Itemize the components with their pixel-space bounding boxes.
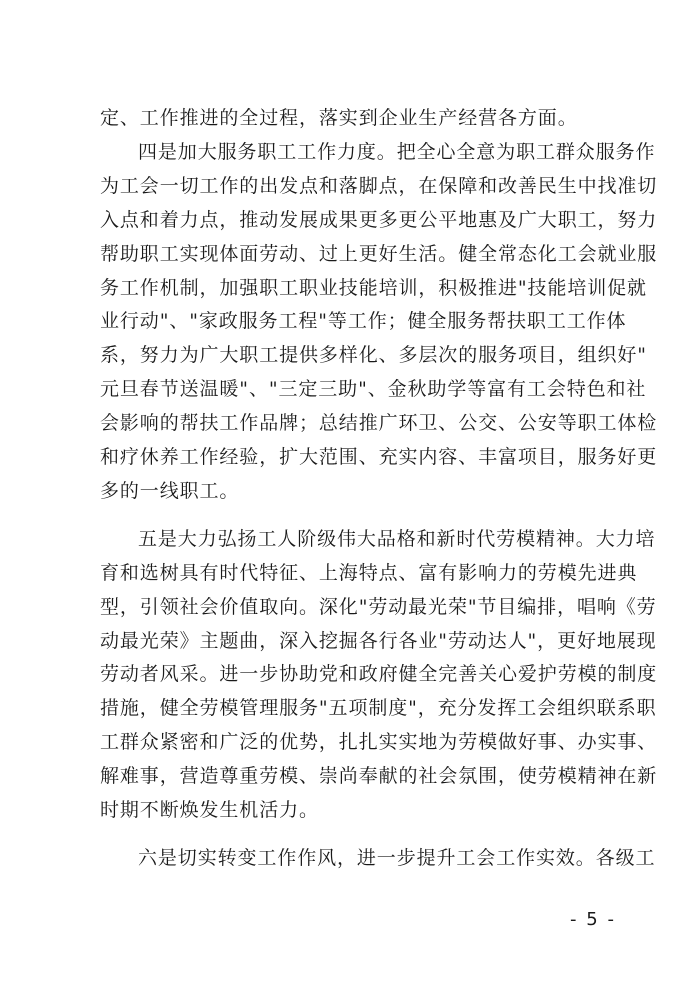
text-line: 入点和着力点，推动发展成果更多更公平地惠及广大职工，努力 [100,209,658,231]
text-line: 业行动"、"家政服务工程"等工作；健全服务帮扶职工工作体 [100,310,627,332]
text-line: 务工作机制，加强职工职业技能培训，积极推进"技能培训促就 [100,277,647,299]
text-line: 工群众紧密和广泛的优势，扎扎实实地为劳模做好事、办实事、 [100,731,658,753]
text-line: 定、工作推进的全过程，落实到企业生产经营各方面。 [100,107,578,129]
text-line: 多的一线职工。 [100,480,240,502]
text-line: 型，引领社会价值取向。深化"劳动最光荣"节目编排，唱响《劳 [100,596,657,618]
text-line: 时期不断焕发生机活力。 [100,799,319,821]
text-line: 措施，健全劳模管理服务"五项制度"，充分发挥工会组织联系职 [100,697,657,719]
text-line: 动最光荣》主题曲，深入挖掘各行各业"劳动达人"，更好地展现 [100,630,657,652]
text-line: 元旦春节送温暖"、"三定三助"、金秋助学等富有工会特色和社 [100,378,647,400]
text-line: 系，努力为广大职工提供多样化、多层次的服务项目，组织好" [100,344,647,366]
text-line: 解难事，营造尊重劳模、崇尚奉献的社会氛围，使劳模精神在新 [100,765,658,787]
text-line: 六是切实转变工作作风，进一步提升工会工作实效。各级工 [138,847,656,869]
text-line: 四是加大服务职工工作力度。把全心全意为职工群众服务作 [138,141,656,163]
text-line: 会影响的帮扶工作品牌；总结推广环卫、公交、公安等职工体检 [100,412,658,434]
text-line: 劳动者风采。进一步协助党和政府健全完善关心爱护劳模的制度 [100,663,658,685]
text-line: 五是大力弘扬工人阶级伟大品格和新时代劳模精神。大力培 [138,528,656,550]
text-line: 为工会一切工作的出发点和落脚点，在保障和改善民生中找准切 [100,175,658,197]
text-line: 和疗休养工作经验，扩大范围、充实内容、丰富项目，服务好更 [100,446,658,468]
text-line: 帮助职工实现体面劳动、过上更好生活。健全常态化工会就业服 [100,243,658,265]
page-number: - 5 - [570,909,616,930]
text-line: 育和选树具有时代特征、上海特点、富有影响力的劳模先进典 [100,562,638,584]
